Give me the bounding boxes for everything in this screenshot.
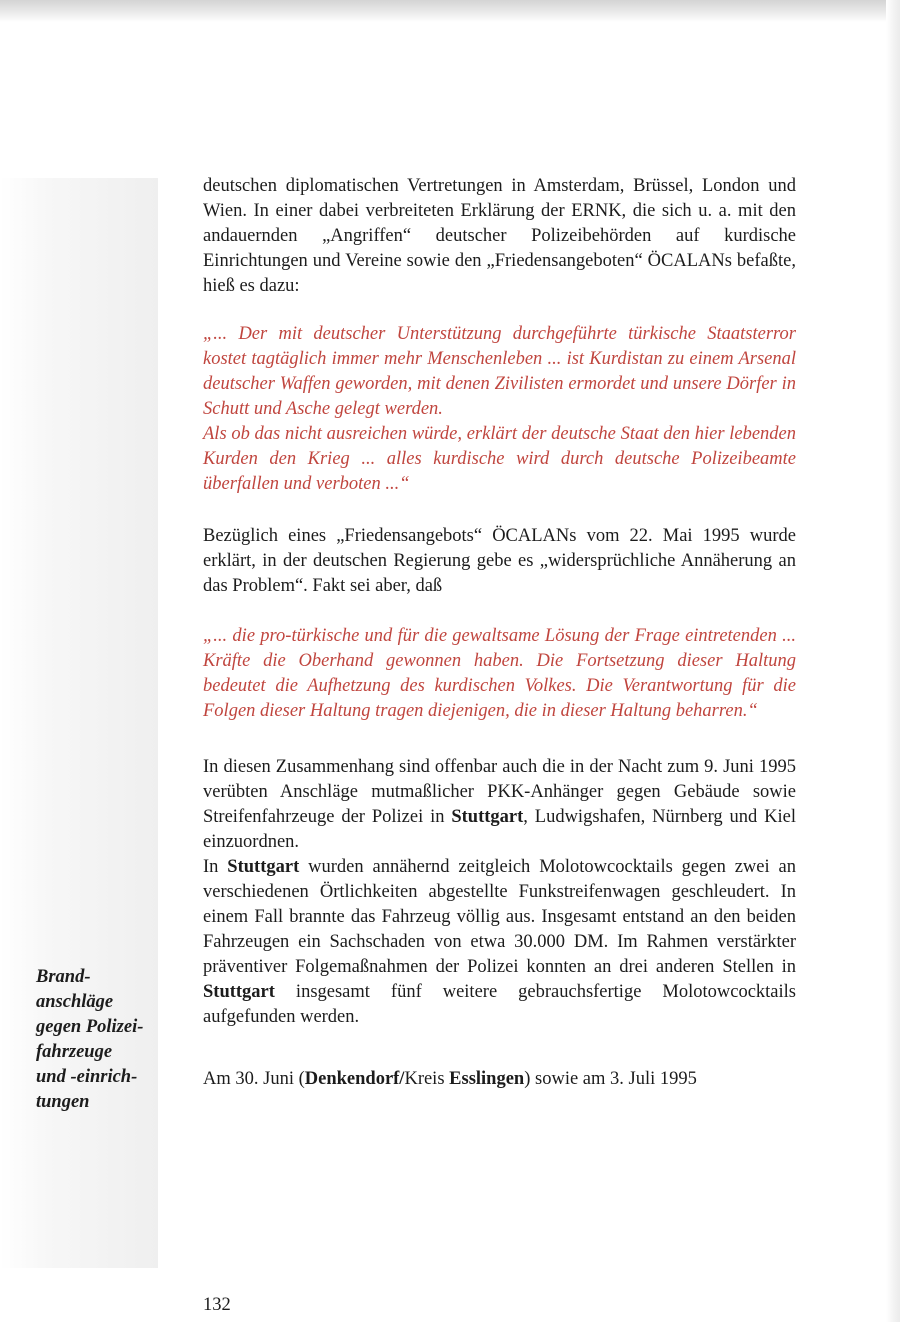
paragraph-intro: deutschen diplomatischen Vertretungen in Amsterdam, Brüssel, London und Wien. In einer dabei verbreiteten Erklärung der ERNK, die sich u. a. mit den andauernden „Angriffen“ deutscher Polizeibehörden auf kurdische Einrichtungen und Vereine sowie den „Friedensangeboten“ ÖCALANs befaßte, hieß es dazu:: [203, 176, 796, 296]
margin-note-line: und -einrich-: [36, 1067, 138, 1087]
quote-haltung: „... die pro-türkische und für die gewaltsame Lösung der Frage eintretenden ... Kräfte die Oberhand gewonnen haben. Die Fortsetzung dieser Haltung bedeutet die Aufhetzung des kurdischen Volkes. Die Verantwortung für die Folgen dieser Haltung tragen diejenigen, die in dieser Haltung beharren.“: [203, 626, 796, 721]
main-text: [203, 174, 796, 1092]
margin-note-line: Brand-: [36, 967, 91, 987]
text-run: Am 30. Juni (: [203, 1069, 305, 1089]
paragraph-friedensangebot: Bezüglich eines „Friedensangebots“ ÖCALANs vom 22. Mai 1995 wurde erklärt, in der deutschen Regierung gebe es „widersprüchliche Annäherung an das Problem“. Fakt sei aber, daß: [203, 526, 796, 596]
place-esslingen: Esslingen: [449, 1069, 525, 1089]
paragraph-stuttgart: [203, 855, 796, 1030]
text-run: insgesamt fünf weitere gebrauchsfertige Molotowcocktails aufgefunden werden.: [203, 982, 796, 1027]
margin-note-line: tungen: [36, 1092, 90, 1112]
page-number: 132: [203, 1295, 231, 1315]
margin-note: [36, 965, 161, 1115]
place-stuttgart: Stuttgart: [227, 857, 300, 877]
place-denkendorf: Denkendorf/: [304, 1069, 405, 1089]
text-run: , Ludwigshafen, Nürnberg und Kiel einzuordnen.: [203, 807, 796, 852]
quote-ernk-part2: Als ob das nicht ausreichen würde, erklärt der deutsche Staat den hier lebenden Kurden den Krieg ... alles kurdische wird durch deutsche Polizeibeamte überfallen und verboten ...“: [203, 424, 796, 494]
margin-note-line: anschläge: [36, 992, 114, 1012]
text-run: In: [203, 857, 228, 877]
text-run: Kreis: [404, 1069, 450, 1089]
text-run: ) sowie am 3. Juli 1995: [524, 1069, 697, 1089]
scan-top-edge: [0, 0, 900, 22]
quote-ernk-part1: „... Der mit deutscher Unterstützung durchgeführte türkische Staatsterror kostet tagtäglich immer mehr Menschenleben ... ist Kurdistan zu einem Arsenal deutscher Waffen geworden, mit denen Zivilisten ermordet und unsere Dörfer in Schutt und Asche gelegt werden.: [203, 324, 796, 419]
place-stuttgart: Stuttgart: [203, 982, 275, 1002]
margin-note-line: fahrzeuge: [36, 1042, 113, 1062]
paragraph-denkendorf: [203, 1067, 796, 1092]
margin-note-line: gegen Polizei-: [36, 1017, 144, 1037]
scan-right-edge: [886, 0, 900, 1322]
text-run: wurden annähernd zeitgleich Molotowcocktails gegen zwei an verschiedenen Örtlichkeiten abgestellte Funkstreifenwagen geschleudert. In einem Fall brannte das Fahrzeug völlig aus. Insgesamt entstand an den beiden Fahrzeugen ein Sachschaden von etwa 30.000 DM. Im Rahmen verstärkter präventiver Folgemaßnahmen der Polizei konnten an drei anderen Stellen in: [203, 857, 796, 977]
paragraph-anschlaege: [203, 755, 796, 855]
text-run: In diesen Zusammenhang sind offenbar auch die in der Nacht zum 9. Juni 1995 verübten Anschläge mutmaßlicher PKK-Anhänger gegen Gebäude sowie Streifenfahrzeuge der Polizei in: [203, 757, 796, 827]
place-stuttgart: Stuttgart: [451, 807, 524, 827]
